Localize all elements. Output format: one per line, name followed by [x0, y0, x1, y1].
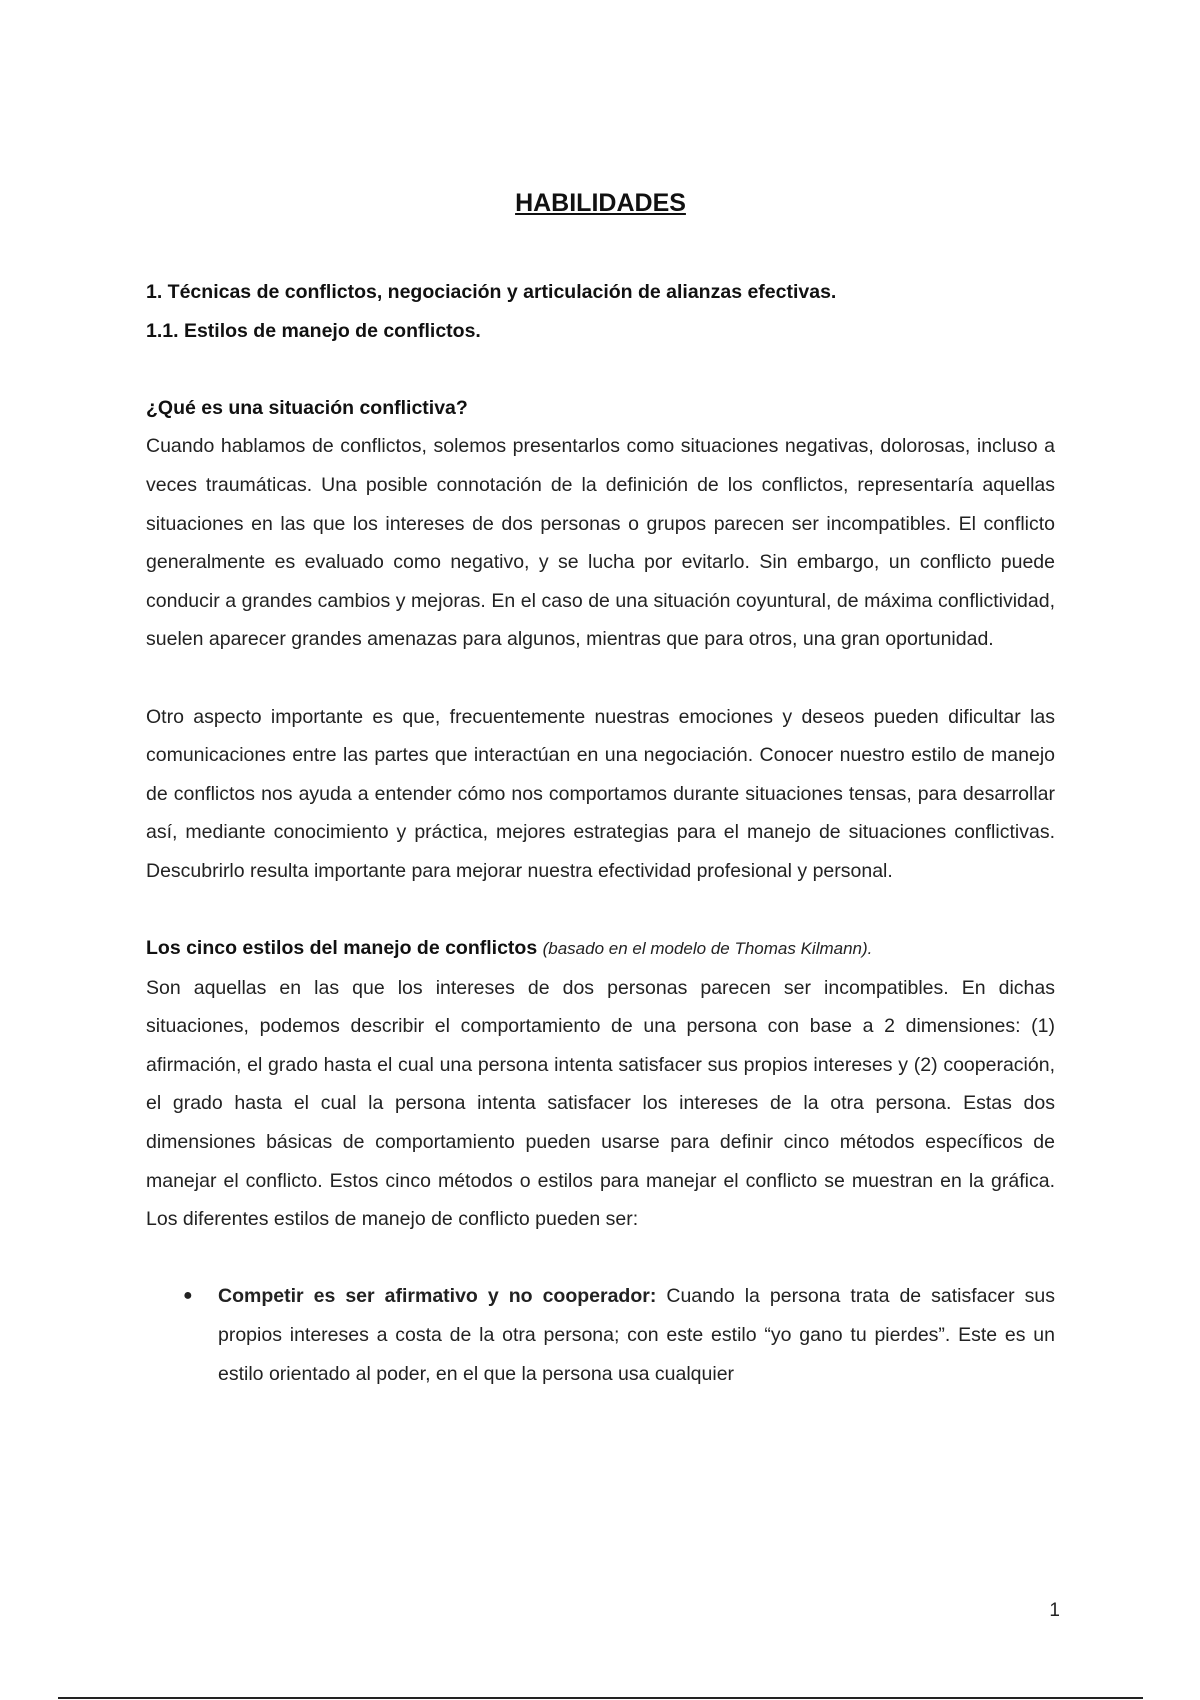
spacer	[146, 350, 1055, 389]
spacer	[146, 659, 1055, 698]
section-heading-1-1: 1.1. Estilos de manejo de conflictos.	[146, 319, 481, 342]
page-bottom-divider	[58, 1697, 1143, 1699]
styles-list	[146, 1277, 1055, 1393]
styles-heading-line	[146, 929, 1055, 969]
styles-heading: Los cinco estilos del manejo de conflictos	[146, 937, 538, 960]
list-item	[146, 1277, 1055, 1393]
bullet-icon: ●	[183, 1287, 193, 1305]
question-heading: ¿Qué es una situación conflictiva?	[146, 396, 468, 419]
paragraph-1: Cuando hablamos de conflictos, solemos presentarlos como situaciones negativas, dolorosas, incluso a veces traumáticas. Una posible connotación de la definición de los conflictos, representaría aquellas situaciones en las que los intereses de dos personas o grupos parecen ser incompatibles. El conflicto generalmente es evaluado como negativo, y se lucha por evitarlo. Sin embargo, un conflicto puede conducir a grandes cambios y mejoras. En el caso de una situación coyuntural, de máxima conflictividad, suelen aparecer grandes amenazas para algunos, mientras que para otros, una gran oportunidad.	[146, 435, 1055, 651]
document-title: HABILIDADES	[515, 189, 686, 217]
styles-note: (basado en el modelo de Thomas Kilmann).	[542, 939, 873, 959]
paragraph-2: Otro aspecto importante es que, frecuentemente nuestras emociones y deseos pueden dificultar las comunicaciones entre las partes que interactúan en una negociación. Conocer nuestro estilo de manejo de conflictos nos ayuda a entender cómo nos comportamos durante situaciones tensas, para desarrollar así, mediante conocimiento y práctica, mejores estrategias para el manejo de situaciones conflictivas. Descubrirlo resulta importante para mejorar nuestra efectividad profesional y personal.	[146, 705, 1055, 882]
list-item-text: Cuando la persona trata de satisfacer sus propios intereses a costa de la otra persona; con este estilo “yo gano tu pierdes”. Este es un estilo orientado al poder, en el que la persona usa cualquier	[218, 1285, 1055, 1385]
paragraph-3: Son aquellas en las que los intereses de dos personas parecen ser incompatibles. En dichas situaciones, podemos describir el comportamiento de una persona con base a 2 dimensiones: (1) afirmación, el grado hasta el cual una persona intenta satisfacer sus propios intereses y (2) cooperación, el grado hasta el cual la persona intenta satisfacer los intereses de la otra persona. Estas dos dimensiones básicas de comportamiento pueden usarse para definir cinco métodos específicos de manejar el conflicto. Estos cinco métodos o estilos para manejar el conflicto se muestran en la gráfica. Los diferentes estilos de manejo de conflicto pueden ser:	[146, 976, 1055, 1231]
spacer	[146, 891, 1055, 930]
list-item-bold: Competir es ser afirmativo y no cooperador:	[218, 1285, 657, 1308]
section-heading-1: 1. Técnicas de conflictos, negociación y articulación de alianzas efectivas.	[146, 281, 837, 303]
page-number: 1	[1049, 1600, 1060, 1621]
spacer	[146, 1239, 1055, 1278]
document-body	[146, 185, 1055, 1393]
